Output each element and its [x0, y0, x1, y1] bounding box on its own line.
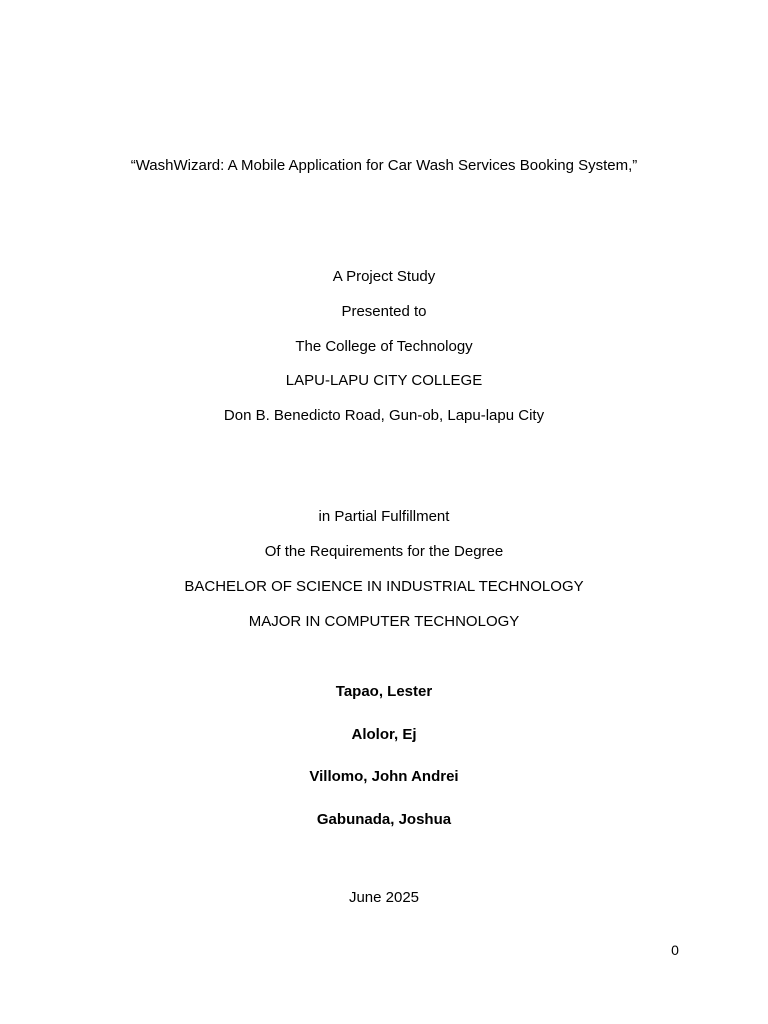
author-name: Gabunada, Joshua — [316, 811, 452, 828]
author-name: Alolor, Ej — [351, 726, 417, 743]
degree-name: BACHELOR OF SCIENCE IN INDUSTRIAL TECHNOLOGY — [184, 578, 584, 595]
requirements-label: Of the Requirements for the Degree — [264, 543, 504, 560]
page-number: 0 — [671, 942, 679, 958]
partial-fulfillment-label: in Partial Fulfillment — [318, 508, 450, 525]
presented-to-label: Presented to — [341, 303, 427, 320]
document-title: “WashWizard: A Mobile Application for Car Wash Services Booking System,” — [130, 157, 638, 174]
college-name: The College of Technology — [295, 338, 473, 355]
institution-name: LAPU-LAPU CITY COLLEGE — [285, 372, 483, 389]
institution-address: Don B. Benedicto Road, Gun-ob, Lapu-lapu City — [223, 407, 545, 424]
project-study-label: A Project Study — [332, 268, 436, 285]
degree-major: MAJOR IN COMPUTER TECHNOLOGY — [248, 613, 520, 630]
author-name: Tapao, Lester — [335, 683, 433, 700]
submission-date: June 2025 — [348, 889, 420, 906]
author-name: Villomo, John Andrei — [309, 768, 459, 785]
